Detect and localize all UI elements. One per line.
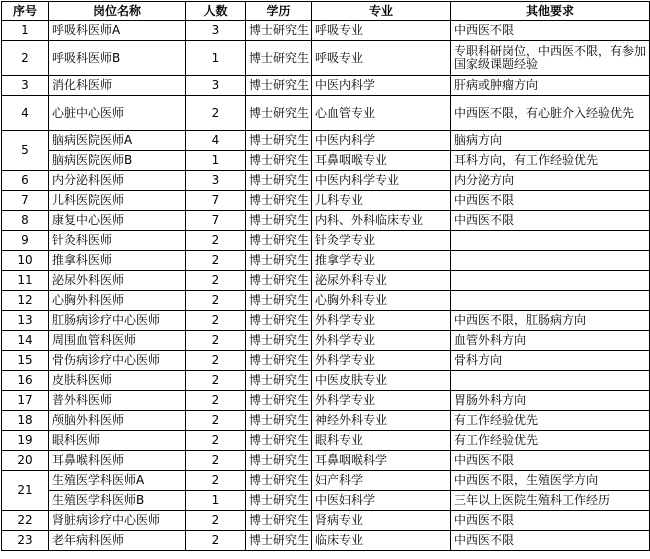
cell-education: 博士研究生 xyxy=(246,131,312,151)
table-row xyxy=(2,531,650,551)
cell-major: 外科学专业 xyxy=(312,391,451,411)
cell-position: 推拿科医师 xyxy=(49,251,186,271)
cell-no: 2 xyxy=(2,41,49,76)
header-row xyxy=(2,2,650,21)
cell-position: 呼吸科医师A xyxy=(49,21,186,41)
cell-position: 颅脑外科医师 xyxy=(49,411,186,431)
table-row xyxy=(2,171,650,191)
header-no: 序号 xyxy=(2,2,49,21)
cell-major: 外科学专业 xyxy=(312,331,451,351)
cell-no: 14 xyxy=(2,331,49,351)
cell-position: 眼科医师 xyxy=(49,431,186,451)
cell-position: 心胸外科医师 xyxy=(49,291,186,311)
cell-requirements: 中西医不限 xyxy=(451,451,650,471)
cell-position: 骨伤病诊疗中心医师 xyxy=(49,351,186,371)
cell-major: 心血管专业 xyxy=(312,96,451,131)
cell-count: 2 xyxy=(186,451,246,471)
cell-no: 11 xyxy=(2,271,49,291)
table-row xyxy=(2,471,650,491)
table-row xyxy=(2,271,650,291)
cell-requirements: 脑病方向 xyxy=(451,131,650,151)
recruitment-table xyxy=(1,1,650,551)
table-row xyxy=(2,511,650,531)
cell-no: 21 xyxy=(2,471,49,511)
table-row xyxy=(2,191,650,211)
cell-count: 2 xyxy=(186,531,246,551)
cell-count: 2 xyxy=(186,231,246,251)
cell-education: 博士研究生 xyxy=(246,311,312,331)
cell-no: 7 xyxy=(2,191,49,211)
cell-major: 外科学专业 xyxy=(312,351,451,371)
header-education: 学历 xyxy=(246,2,312,21)
cell-position: 生殖医学科医师B xyxy=(49,491,186,511)
cell-major: 儿科专业 xyxy=(312,191,451,211)
cell-education: 博士研究生 xyxy=(246,511,312,531)
cell-position: 内分泌科医师 xyxy=(49,171,186,191)
cell-major: 中医皮肤专业 xyxy=(312,371,451,391)
cell-position: 儿科医院医师 xyxy=(49,191,186,211)
cell-count: 1 xyxy=(186,41,246,76)
cell-education: 博士研究生 xyxy=(246,531,312,551)
cell-education: 博士研究生 xyxy=(246,76,312,96)
cell-no: 16 xyxy=(2,371,49,391)
table-row xyxy=(2,96,650,131)
cell-no: 15 xyxy=(2,351,49,371)
cell-position: 泌尿外科医师 xyxy=(49,271,186,291)
header-count: 人数 xyxy=(186,2,246,21)
cell-no: 5 xyxy=(2,131,49,171)
cell-count: 2 xyxy=(186,251,246,271)
cell-count: 2 xyxy=(186,311,246,331)
cell-requirements xyxy=(451,291,650,311)
cell-no: 19 xyxy=(2,431,49,451)
cell-no: 10 xyxy=(2,251,49,271)
cell-major: 中医内科学专业 xyxy=(312,171,451,191)
cell-education: 博士研究生 xyxy=(246,371,312,391)
table-row xyxy=(2,21,650,41)
cell-major: 中医内科学 xyxy=(312,76,451,96)
cell-education: 博士研究生 xyxy=(246,411,312,431)
cell-count: 7 xyxy=(186,191,246,211)
cell-position: 肾脏病诊疗中心医师 xyxy=(49,511,186,531)
cell-count: 2 xyxy=(186,431,246,451)
cell-requirements xyxy=(451,231,650,251)
table-row xyxy=(2,41,650,76)
cell-no: 1 xyxy=(2,21,49,41)
table-row xyxy=(2,411,650,431)
cell-education: 博士研究生 xyxy=(246,41,312,76)
table-row xyxy=(2,291,650,311)
cell-requirements: 中西医不限，生殖医学方向 xyxy=(451,471,650,491)
cell-no: 20 xyxy=(2,451,49,471)
cell-education: 博士研究生 xyxy=(246,331,312,351)
cell-no: 23 xyxy=(2,531,49,551)
cell-no: 9 xyxy=(2,231,49,251)
table-row xyxy=(2,311,650,331)
cell-requirements xyxy=(451,251,650,271)
cell-education: 博士研究生 xyxy=(246,171,312,191)
table-row xyxy=(2,151,650,171)
cell-count: 1 xyxy=(186,151,246,171)
cell-major: 泌尿外科专业 xyxy=(312,271,451,291)
cell-education: 博士研究生 xyxy=(246,231,312,251)
cell-no: 8 xyxy=(2,211,49,231)
cell-requirements: 中西医不限 xyxy=(451,531,650,551)
table-row xyxy=(2,491,650,511)
header-major: 专业 xyxy=(312,2,451,21)
cell-requirements: 三年以上医院生殖科工作经历 xyxy=(451,491,650,511)
cell-education: 博士研究生 xyxy=(246,271,312,291)
cell-count: 2 xyxy=(186,411,246,431)
cell-education: 博士研究生 xyxy=(246,191,312,211)
cell-count: 2 xyxy=(186,291,246,311)
cell-position: 呼吸科医师B xyxy=(49,41,186,76)
table-row xyxy=(2,131,650,151)
cell-position: 针灸科医师 xyxy=(49,231,186,251)
cell-position: 耳鼻喉科医师 xyxy=(49,451,186,471)
cell-position: 皮肤科医师 xyxy=(49,371,186,391)
cell-count: 2 xyxy=(186,271,246,291)
cell-major: 眼科专业 xyxy=(312,431,451,451)
cell-education: 博士研究生 xyxy=(246,211,312,231)
table-row xyxy=(2,76,650,96)
cell-requirements: 中西医不限 xyxy=(451,191,650,211)
cell-major: 呼吸专业 xyxy=(312,41,451,76)
cell-education: 博士研究生 xyxy=(246,151,312,171)
header-requirements: 其他要求 xyxy=(451,2,650,21)
cell-count: 7 xyxy=(186,211,246,231)
cell-count: 2 xyxy=(186,96,246,131)
cell-requirements: 肝病或肿瘤方向 xyxy=(451,76,650,96)
cell-major: 临床专业 xyxy=(312,531,451,551)
table-row xyxy=(2,231,650,251)
cell-requirements xyxy=(451,271,650,291)
cell-requirements: 胃肠外科方向 xyxy=(451,391,650,411)
table-row xyxy=(2,351,650,371)
header-position: 岗位名称 xyxy=(49,2,186,21)
cell-count: 2 xyxy=(186,391,246,411)
cell-requirements: 中西医不限，肛肠病方向 xyxy=(451,311,650,331)
cell-major: 妇产科学 xyxy=(312,471,451,491)
cell-requirements: 中西医不限 xyxy=(451,21,650,41)
cell-count: 3 xyxy=(186,171,246,191)
cell-major: 耳鼻咽喉科学 xyxy=(312,451,451,471)
cell-no: 13 xyxy=(2,311,49,331)
cell-no: 4 xyxy=(2,96,49,131)
cell-position: 消化科医师 xyxy=(49,76,186,96)
cell-requirements: 耳科方向，有工作经验优先 xyxy=(451,151,650,171)
cell-requirements: 骨科方向 xyxy=(451,351,650,371)
cell-major: 针灸学专业 xyxy=(312,231,451,251)
cell-position: 老年病科医师 xyxy=(49,531,186,551)
table-row xyxy=(2,391,650,411)
cell-requirements: 专职科研岗位，中西医不限，有参加国家级课题经验 xyxy=(451,41,650,76)
table-row xyxy=(2,251,650,271)
cell-requirements xyxy=(451,371,650,391)
table-row xyxy=(2,451,650,471)
cell-no: 22 xyxy=(2,511,49,531)
cell-position: 脑病医院医师A xyxy=(49,131,186,151)
cell-position: 肛肠病诊疗中心医师 xyxy=(49,311,186,331)
cell-count: 2 xyxy=(186,351,246,371)
cell-count: 4 xyxy=(186,131,246,151)
cell-no: 17 xyxy=(2,391,49,411)
cell-no: 12 xyxy=(2,291,49,311)
cell-major: 中医内科学 xyxy=(312,131,451,151)
cell-requirements: 中西医不限 xyxy=(451,211,650,231)
cell-education: 博士研究生 xyxy=(246,451,312,471)
cell-education: 博士研究生 xyxy=(246,431,312,451)
cell-major: 内科、外科临床专业 xyxy=(312,211,451,231)
cell-education: 博士研究生 xyxy=(246,391,312,411)
cell-count: 2 xyxy=(186,471,246,491)
cell-count: 2 xyxy=(186,371,246,391)
cell-requirements: 中西医不限，有心脏介入经验优先 xyxy=(451,96,650,131)
cell-major: 神经外科专业 xyxy=(312,411,451,431)
cell-position: 康复中心医师 xyxy=(49,211,186,231)
table-row xyxy=(2,331,650,351)
table-row xyxy=(2,211,650,231)
cell-position: 生殖医学科医师A xyxy=(49,471,186,491)
cell-count: 2 xyxy=(186,511,246,531)
cell-position: 心脏中心医师 xyxy=(49,96,186,131)
cell-position: 周围血管科医师 xyxy=(49,331,186,351)
cell-major: 肾病专业 xyxy=(312,511,451,531)
cell-education: 博士研究生 xyxy=(246,251,312,271)
cell-count: 3 xyxy=(186,76,246,96)
cell-education: 博士研究生 xyxy=(246,291,312,311)
cell-education: 博士研究生 xyxy=(246,96,312,131)
cell-education: 博士研究生 xyxy=(246,21,312,41)
cell-count: 1 xyxy=(186,491,246,511)
cell-major: 心胸外科专业 xyxy=(312,291,451,311)
cell-requirements: 中西医不限 xyxy=(451,511,650,531)
cell-major: 呼吸专业 xyxy=(312,21,451,41)
cell-count: 3 xyxy=(186,21,246,41)
cell-no: 6 xyxy=(2,171,49,191)
cell-requirements: 内分泌方向 xyxy=(451,171,650,191)
cell-major: 推拿学专业 xyxy=(312,251,451,271)
table-row xyxy=(2,431,650,451)
cell-requirements: 有工作经验优先 xyxy=(451,431,650,451)
cell-major: 中医妇科学 xyxy=(312,491,451,511)
cell-education: 博士研究生 xyxy=(246,491,312,511)
cell-major: 耳鼻咽喉专业 xyxy=(312,151,451,171)
cell-requirements: 血管外科方向 xyxy=(451,331,650,351)
cell-position: 普外科医师 xyxy=(49,391,186,411)
cell-major: 外科学专业 xyxy=(312,311,451,331)
cell-position: 脑病医院医师B xyxy=(49,151,186,171)
table-row xyxy=(2,371,650,391)
cell-education: 博士研究生 xyxy=(246,471,312,491)
cell-no: 3 xyxy=(2,76,49,96)
cell-no: 18 xyxy=(2,411,49,431)
cell-count: 2 xyxy=(186,331,246,351)
cell-requirements: 有工作经验优先 xyxy=(451,411,650,431)
cell-education: 博士研究生 xyxy=(246,351,312,371)
